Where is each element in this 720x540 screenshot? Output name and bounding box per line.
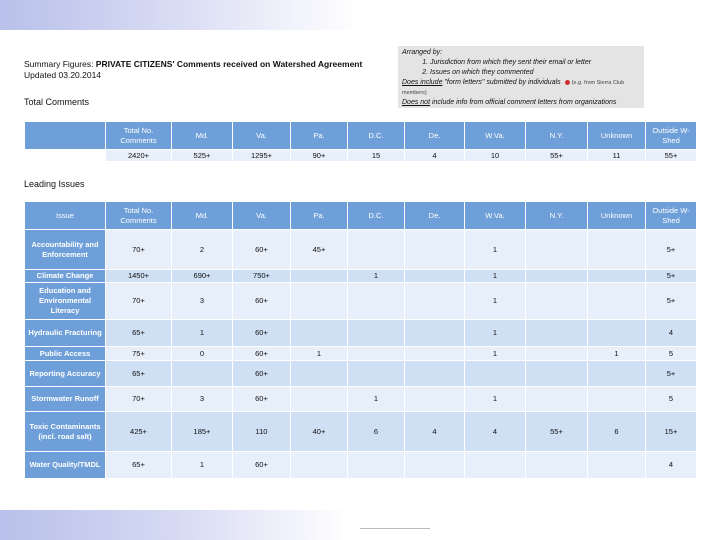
table-cell: 1 (465, 270, 526, 283)
issue-cell: Public Access (25, 347, 106, 361)
column-header: Unknown (588, 202, 646, 230)
table-cell (405, 347, 465, 361)
table-cell: 60+ (233, 452, 291, 479)
table-cell: 65+ (106, 452, 172, 479)
title-prefix: Summary Figures: (24, 59, 96, 69)
table-cell (405, 387, 465, 412)
table-cell: 70+ (106, 283, 172, 320)
table-cell (526, 387, 588, 412)
table-cell (172, 361, 233, 387)
table-cell (526, 452, 588, 479)
table-cell (291, 283, 348, 320)
table-cell: 15+ (646, 412, 697, 452)
table-cell: 4 (465, 412, 526, 452)
table-cell: 60+ (233, 387, 291, 412)
notes-box (398, 46, 644, 108)
table-cell: 1 (465, 283, 526, 320)
table-cell: 40+ (291, 412, 348, 452)
table-cell (526, 283, 588, 320)
issue-cell: Hydraulic Fracturing (25, 320, 106, 347)
table-cell: 55+ (526, 412, 588, 452)
table-cell (405, 270, 465, 283)
table-cell (526, 361, 588, 387)
table-cell: 6 (348, 412, 405, 452)
table-cell (291, 320, 348, 347)
table-cell: 5+ (646, 361, 697, 387)
blank-cell (25, 150, 106, 162)
issue-cell: Toxic Contaminants (incl. road salt) (25, 412, 106, 452)
table-cell: 1 (465, 230, 526, 270)
table-row (25, 387, 697, 412)
table-cell: 60+ (233, 320, 291, 347)
issue-cell: Stormwater Runoff (25, 387, 106, 412)
table-cell (588, 320, 646, 347)
column-header: Pa. (291, 122, 348, 150)
notes-item: 2. Issues on which they commented (430, 68, 640, 78)
column-header: D.C. (348, 122, 405, 150)
table-row (25, 230, 697, 270)
column-header: De. (405, 202, 465, 230)
column-header: Outside W-Shed (646, 202, 697, 230)
column-header: Unknown (588, 122, 646, 150)
table-cell: 1 (588, 347, 646, 361)
table-cell: 4 (646, 452, 697, 479)
table-cell (405, 320, 465, 347)
column-header: Md. (172, 122, 233, 150)
table-cell (348, 347, 405, 361)
table-cell: 1 (348, 387, 405, 412)
table-cell (588, 361, 646, 387)
total-comments-label: Total Comments (24, 97, 90, 107)
table-row (25, 320, 697, 347)
table-cell: 60+ (233, 283, 291, 320)
table-cell (405, 230, 465, 270)
issue-cell: Education and Environmental Literacy (25, 283, 106, 320)
table-cell (291, 387, 348, 412)
table-cell: 60+ (233, 347, 291, 361)
table-cell (465, 361, 526, 387)
table-cell: 15 (348, 150, 405, 162)
table-cell: 750+ (233, 270, 291, 283)
table-cell: 3 (172, 387, 233, 412)
column-header: De. (405, 122, 465, 150)
issue-cell: Accountability and Enforcement (25, 230, 106, 270)
column-header: Total No. Comments (106, 122, 172, 150)
table-cell: 2 (172, 230, 233, 270)
notes-heading: Arranged by: (402, 49, 443, 56)
table-cell (588, 283, 646, 320)
column-header: Pa. (291, 202, 348, 230)
table-cell: 5 (646, 387, 697, 412)
column-header: Outside W-Shed (646, 122, 697, 150)
table-cell (405, 283, 465, 320)
issue-cell: Climate Change (25, 270, 106, 283)
notes-list (402, 58, 640, 78)
table-row (25, 452, 697, 479)
table-cell: 60+ (233, 361, 291, 387)
table-cell: 1 (291, 347, 348, 361)
table-cell: 110 (233, 412, 291, 452)
table-cell: 55+ (526, 150, 588, 162)
table-cell: 5+ (646, 230, 697, 270)
table-cell: 5+ (646, 283, 697, 320)
table-cell: 1 (348, 270, 405, 283)
table-cell: 4 (405, 150, 465, 162)
table-cell: 5 (646, 347, 697, 361)
column-header: N.Y. (526, 122, 588, 150)
table-cell: 4 (405, 412, 465, 452)
table-row (25, 361, 697, 387)
notes-item: 1. Jurisdiction from which they sent their email or letter (430, 58, 640, 68)
table-cell: 525+ (172, 150, 233, 162)
table-cell: 55+ (646, 150, 697, 162)
sierra-club-icon (565, 80, 570, 85)
table-cell (465, 452, 526, 479)
table-row (25, 412, 697, 452)
table-cell: 45+ (291, 230, 348, 270)
table-cell: 65+ (106, 361, 172, 387)
table-cell (348, 320, 405, 347)
table-cell: 4 (646, 320, 697, 347)
issue-cell: Reporting Accuracy (25, 361, 106, 387)
table-cell: 90+ (291, 150, 348, 162)
issue-cell: Water Quality/TMDL (25, 452, 106, 479)
table-cell: 425+ (106, 412, 172, 452)
column-header: W.Va. (465, 202, 526, 230)
table-cell: 0 (172, 347, 233, 361)
table-cell (348, 452, 405, 479)
column-header: Total No. Comments (106, 202, 172, 230)
table-row (25, 283, 697, 320)
table-cell (405, 452, 465, 479)
table-cell: 70+ (106, 387, 172, 412)
column-header: D.C. (348, 202, 405, 230)
table-cell: 65+ (106, 320, 172, 347)
table-cell (588, 387, 646, 412)
table-row (25, 347, 697, 361)
table-cell (348, 283, 405, 320)
table-cell (588, 230, 646, 270)
column-header: Md. (172, 202, 233, 230)
table-cell: 185+ (172, 412, 233, 452)
table-cell: 75+ (106, 347, 172, 361)
table-cell (526, 270, 588, 283)
table-cell: 1 (465, 320, 526, 347)
table-cell (588, 270, 646, 283)
column-header: N.Y. (526, 202, 588, 230)
table-cell (291, 452, 348, 479)
table-cell (348, 230, 405, 270)
column-header: Va. (233, 202, 291, 230)
title-bold: PRIVATE CITIZENS' Comments received on Watershed Agreement (95, 59, 363, 69)
table-cell (405, 361, 465, 387)
bottom-decorative-band (0, 510, 350, 540)
updated-date: Updated 03.20.2014 (24, 70, 102, 80)
table-cell: 10 (465, 150, 526, 162)
table-cell (526, 347, 588, 361)
notes-line-includes: Does include "form letters" submitted by individuals (e.g. from Sierra Club members) (402, 79, 625, 96)
table-cell (526, 320, 588, 347)
column-header: Issue (25, 202, 106, 230)
page-title (24, 59, 394, 81)
leading-issues-table (24, 201, 697, 479)
table-cell: 1 (172, 452, 233, 479)
table-cell: 2420+ (106, 150, 172, 162)
total-comments-table (24, 121, 697, 162)
table-cell: 1450+ (106, 270, 172, 283)
table-cell: 3 (172, 283, 233, 320)
table-cell: 690+ (172, 270, 233, 283)
leading-issues-label: Leading Issues (24, 179, 85, 189)
table-cell: 60+ (233, 230, 291, 270)
table-cell: 1 (172, 320, 233, 347)
table-row (25, 270, 697, 283)
top-decorative-band (0, 0, 360, 30)
blank-header-cell (25, 122, 106, 150)
table-cell: 1295+ (233, 150, 291, 162)
table-cell: 1 (465, 347, 526, 361)
table-cell: 70+ (106, 230, 172, 270)
table-cell: 11 (588, 150, 646, 162)
table-cell (348, 361, 405, 387)
column-header: W.Va. (465, 122, 526, 150)
table-cell (526, 230, 588, 270)
table-cell: 5+ (646, 270, 697, 283)
notes-line-excludes: Does not include info from official comment letters from organizations (402, 99, 617, 106)
table-cell: 6 (588, 412, 646, 452)
column-header: Va. (233, 122, 291, 150)
footer-divider (360, 528, 430, 529)
table-cell (291, 270, 348, 283)
table-cell (588, 452, 646, 479)
table-cell: 1 (465, 387, 526, 412)
table-cell (291, 361, 348, 387)
